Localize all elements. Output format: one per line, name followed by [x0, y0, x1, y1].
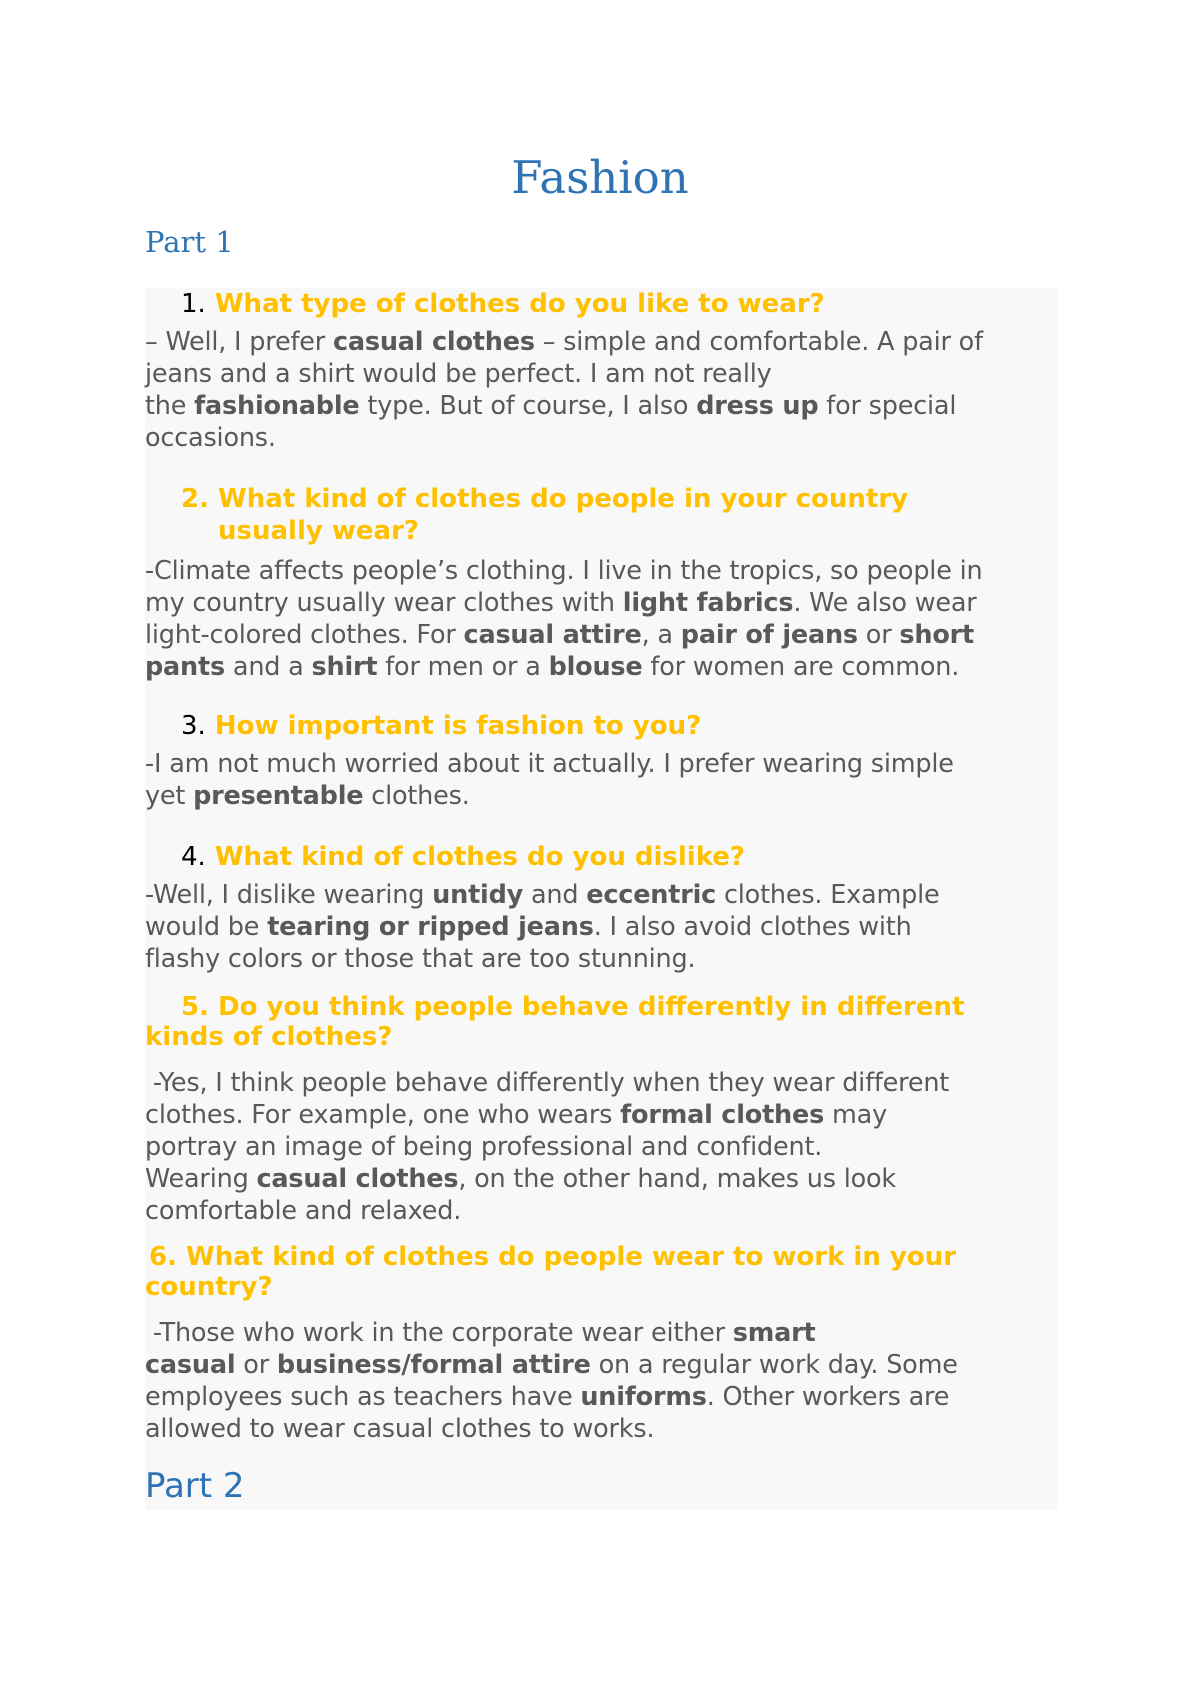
question-number: 6.	[149, 1242, 177, 1272]
answer-6: -Those who work in the corporate wear either smart casual or business/formal attire on a regular work day. Some employees such as teachers have uniforms. Other workers are allowed to wear casual clothes to works.	[145, 1318, 958, 1444]
question-text: What kind of clothes do you dislike?	[214, 842, 746, 872]
question-5: 5. Do you think people behave differently in different	[181, 992, 965, 1022]
question-block-1	[145, 288, 1057, 454]
question-block-3	[145, 710, 1057, 812]
question-5-continued: kinds of clothes?	[145, 1022, 393, 1052]
question-4	[145, 841, 1057, 873]
answer-4: -Well, I dislike wearing untidy and eccentric clothes. Example would be tearing or ripped jeans. I also avoid clothes with flashy colors or those that are too stunning.	[145, 880, 940, 974]
part-2-heading: Part 2	[145, 1466, 245, 1506]
question-number: 2.	[181, 484, 209, 514]
question-1	[145, 288, 1057, 320]
question-text: How important is fashion to you?	[214, 711, 702, 741]
question-number: 1.	[181, 289, 206, 319]
answer-3: -I am not much worried about it actually. I prefer wearing simple yet presentable clothes.	[145, 749, 954, 811]
question-6-continued: country?	[145, 1272, 273, 1302]
question-text: What type of clothes do you like to wear?	[214, 289, 825, 319]
question-number: 4.	[181, 842, 206, 872]
question-3	[145, 710, 1057, 742]
content-area	[145, 288, 1057, 1510]
question-block-6	[145, 1241, 1057, 1445]
answer-1: – Well, I prefer casual clothes – simple and comfortable. A pair of jeans and a shirt would be perfect. I am not really the fashionable type. But of course, I also dress up for special occasions.	[145, 327, 983, 453]
question-block-4	[145, 841, 1057, 975]
question-block-5	[145, 991, 1057, 1227]
question-2: 2. What kind of clothes do people in your country usually wear?	[181, 484, 909, 546]
question-number: 3.	[181, 711, 206, 741]
question-number: 5.	[181, 992, 209, 1022]
answer-5: -Yes, I think people behave differently when they wear different clothes. For example, one who wears formal clothes may portray an image of being professional and confident. Wearing casual clothes, on the other hand, makes us look comfortable and relaxed.	[145, 1068, 950, 1226]
part-1-heading: Part 1	[145, 225, 234, 259]
document-title: Fashion	[511, 151, 689, 204]
answer-2: -Climate affects people’s clothing. I live in the tropics, so people in my country usually wear clothes with light fabrics. We also wear light-colored clothes. For casual attire, a pair of jeans or short pants and a shirt for men or a blouse for women are common.	[145, 556, 983, 682]
question-6: 6. What kind of clothes do people wear to work in your	[149, 1242, 957, 1272]
question-block-2	[145, 483, 1057, 683]
